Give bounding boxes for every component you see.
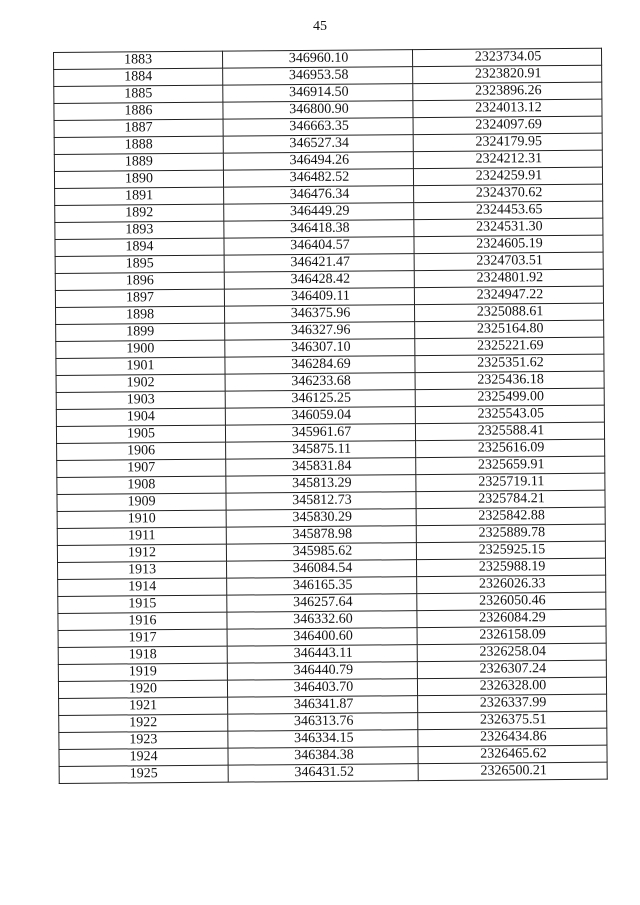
point-number-cell: 1906 <box>57 442 226 460</box>
point-number-cell: 1889 <box>54 153 223 171</box>
point-number-cell: 1916 <box>58 612 227 630</box>
point-number-cell: 1887 <box>54 119 223 137</box>
point-number-cell: 1914 <box>58 578 227 596</box>
x-coordinate-cell: 346421.47 <box>224 254 414 272</box>
y-coordinate-cell: 2324605.19 <box>414 235 603 253</box>
point-number-cell: 1886 <box>54 102 223 120</box>
point-number-cell: 1894 <box>55 238 224 256</box>
point-number-cell: 1913 <box>58 561 227 579</box>
x-coordinate-cell: 346800.90 <box>223 101 413 119</box>
x-coordinate-cell: 346431.52 <box>228 764 418 782</box>
y-coordinate-cell: 2325588.41 <box>415 422 604 440</box>
y-coordinate-cell: 2324703.51 <box>414 252 603 270</box>
y-coordinate-cell: 2325659.91 <box>416 456 605 474</box>
x-coordinate-cell: 346663.35 <box>223 118 413 136</box>
x-coordinate-cell: 346914.50 <box>223 84 413 102</box>
x-coordinate-cell: 346404.57 <box>224 237 414 255</box>
x-coordinate-cell: 346059.04 <box>225 407 415 425</box>
point-number-cell: 1925 <box>59 765 228 783</box>
y-coordinate-cell: 2324531.30 <box>414 218 603 236</box>
point-number-cell: 1898 <box>56 306 225 324</box>
point-number-cell: 1893 <box>55 221 224 239</box>
x-coordinate-cell: 346165.35 <box>227 577 417 595</box>
y-coordinate-cell: 2324097.69 <box>413 116 602 134</box>
y-coordinate-cell: 2324212.31 <box>413 150 602 168</box>
point-number-cell: 1924 <box>59 748 228 766</box>
coordinates-table-wrapper <box>53 48 607 784</box>
x-coordinate-cell: 345831.84 <box>226 458 416 476</box>
y-coordinate-cell: 2325221.69 <box>415 337 604 355</box>
point-number-cell: 1921 <box>59 697 228 715</box>
point-number-cell: 1909 <box>57 493 226 511</box>
y-coordinate-cell: 2326337.99 <box>418 694 607 712</box>
y-coordinate-cell: 2326050.46 <box>417 592 606 610</box>
y-coordinate-cell: 2324259.91 <box>413 167 602 185</box>
y-coordinate-cell: 2326434.86 <box>418 728 607 746</box>
point-number-cell: 1918 <box>58 646 227 664</box>
x-coordinate-cell: 346960.10 <box>222 50 412 68</box>
point-number-cell: 1890 <box>54 170 223 188</box>
point-number-cell: 1907 <box>57 459 226 477</box>
point-number-cell: 1896 <box>55 272 224 290</box>
page-number: 45 <box>313 19 327 34</box>
x-coordinate-cell: 346403.70 <box>227 679 417 697</box>
y-coordinate-cell: 2326500.21 <box>418 762 607 780</box>
x-coordinate-cell: 345985.62 <box>226 543 416 561</box>
x-coordinate-cell: 346307.10 <box>225 339 415 357</box>
y-coordinate-cell: 2323820.91 <box>413 65 602 83</box>
point-number-cell: 1910 <box>57 510 226 528</box>
point-number-cell: 1892 <box>55 204 224 222</box>
y-coordinate-cell: 2325351.62 <box>415 354 604 372</box>
point-number-cell: 1895 <box>55 255 224 273</box>
coordinates-table-body <box>54 48 608 783</box>
y-coordinate-cell: 2325088.61 <box>414 303 603 321</box>
x-coordinate-cell: 346384.38 <box>228 747 418 765</box>
point-number-cell: 1883 <box>54 51 223 69</box>
x-coordinate-cell: 346953.58 <box>223 67 413 85</box>
x-coordinate-cell: 346482.52 <box>223 169 413 187</box>
point-number-cell: 1911 <box>57 527 226 545</box>
x-coordinate-cell: 346332.60 <box>227 611 417 629</box>
y-coordinate-cell: 2323734.05 <box>412 48 601 66</box>
point-number-cell: 1905 <box>56 425 225 443</box>
y-coordinate-cell: 2326026.33 <box>417 575 606 593</box>
table-row <box>59 762 607 783</box>
point-number-cell: 1900 <box>56 340 225 358</box>
point-number-cell: 1903 <box>56 391 225 409</box>
coordinates-table <box>53 48 608 784</box>
y-coordinate-cell: 2325499.00 <box>415 388 604 406</box>
x-coordinate-cell: 345878.98 <box>226 526 416 544</box>
x-coordinate-cell: 346233.68 <box>225 373 415 391</box>
point-number-cell: 1888 <box>54 136 223 154</box>
x-coordinate-cell: 346334.15 <box>228 730 418 748</box>
point-number-cell: 1923 <box>59 731 228 749</box>
x-coordinate-cell: 346449.29 <box>224 203 414 221</box>
y-coordinate-cell: 2326375.51 <box>418 711 607 729</box>
point-number-cell: 1915 <box>58 595 227 613</box>
y-coordinate-cell: 2326465.62 <box>418 745 607 763</box>
x-coordinate-cell: 346257.64 <box>227 594 417 612</box>
point-number-cell: 1919 <box>58 663 227 681</box>
y-coordinate-cell: 2324947.22 <box>414 286 603 304</box>
y-coordinate-cell: 2325719.11 <box>416 473 605 491</box>
y-coordinate-cell: 2324370.62 <box>414 184 603 202</box>
y-coordinate-cell: 2326328.00 <box>417 677 606 695</box>
point-number-cell: 1901 <box>56 357 225 375</box>
x-coordinate-cell: 346400.60 <box>227 628 417 646</box>
x-coordinate-cell: 346527.34 <box>223 135 413 153</box>
y-coordinate-cell: 2326158.09 <box>417 626 606 644</box>
x-coordinate-cell: 346409.11 <box>224 288 414 306</box>
point-number-cell: 1897 <box>55 289 224 307</box>
x-coordinate-cell: 346084.54 <box>227 560 417 578</box>
x-coordinate-cell: 345875.11 <box>226 441 416 459</box>
point-number-cell: 1922 <box>59 714 228 732</box>
x-coordinate-cell: 346428.42 <box>224 271 414 289</box>
x-coordinate-cell: 346418.38 <box>224 220 414 238</box>
x-coordinate-cell: 345961.67 <box>225 424 415 442</box>
x-coordinate-cell: 346443.11 <box>227 645 417 663</box>
x-coordinate-cell: 345830.29 <box>226 509 416 527</box>
point-number-cell: 1899 <box>56 323 225 341</box>
x-coordinate-cell: 346375.96 <box>225 305 415 323</box>
y-coordinate-cell: 2326084.29 <box>417 609 606 627</box>
y-coordinate-cell: 2325925.15 <box>416 541 605 559</box>
y-coordinate-cell: 2324013.12 <box>413 99 602 117</box>
x-coordinate-cell: 346125.25 <box>225 390 415 408</box>
point-number-cell: 1891 <box>55 187 224 205</box>
y-coordinate-cell: 2325543.05 <box>415 405 604 423</box>
point-number-cell: 1908 <box>57 476 226 494</box>
y-coordinate-cell: 2323896.26 <box>413 82 602 100</box>
point-number-cell: 1885 <box>54 85 223 103</box>
y-coordinate-cell: 2325616.09 <box>416 439 605 457</box>
x-coordinate-cell: 346440.79 <box>227 662 417 680</box>
y-coordinate-cell: 2325988.19 <box>416 558 605 576</box>
y-coordinate-cell: 2325889.78 <box>416 524 605 542</box>
point-number-cell: 1917 <box>58 629 227 647</box>
x-coordinate-cell: 346476.34 <box>224 186 414 204</box>
x-coordinate-cell: 346313.76 <box>228 713 418 731</box>
x-coordinate-cell: 346327.96 <box>225 322 415 340</box>
y-coordinate-cell: 2326258.04 <box>417 643 606 661</box>
point-number-cell: 1904 <box>56 408 225 426</box>
y-coordinate-cell: 2325436.18 <box>415 371 604 389</box>
point-number-cell: 1920 <box>58 680 227 698</box>
y-coordinate-cell: 2325164.80 <box>415 320 604 338</box>
y-coordinate-cell: 2324453.65 <box>414 201 603 219</box>
y-coordinate-cell: 2326307.24 <box>417 660 606 678</box>
point-number-cell: 1912 <box>57 544 226 562</box>
x-coordinate-cell: 346284.69 <box>225 356 415 374</box>
point-number-cell: 1884 <box>54 68 223 86</box>
y-coordinate-cell: 2325784.21 <box>416 490 605 508</box>
y-coordinate-cell: 2324179.95 <box>413 133 602 151</box>
x-coordinate-cell: 345812.73 <box>226 492 416 510</box>
x-coordinate-cell: 346494.26 <box>223 152 413 170</box>
y-coordinate-cell: 2324801.92 <box>414 269 603 287</box>
point-number-cell: 1902 <box>56 374 225 392</box>
y-coordinate-cell: 2325842.88 <box>416 507 605 525</box>
x-coordinate-cell: 345813.29 <box>226 475 416 493</box>
x-coordinate-cell: 346341.87 <box>228 696 418 714</box>
